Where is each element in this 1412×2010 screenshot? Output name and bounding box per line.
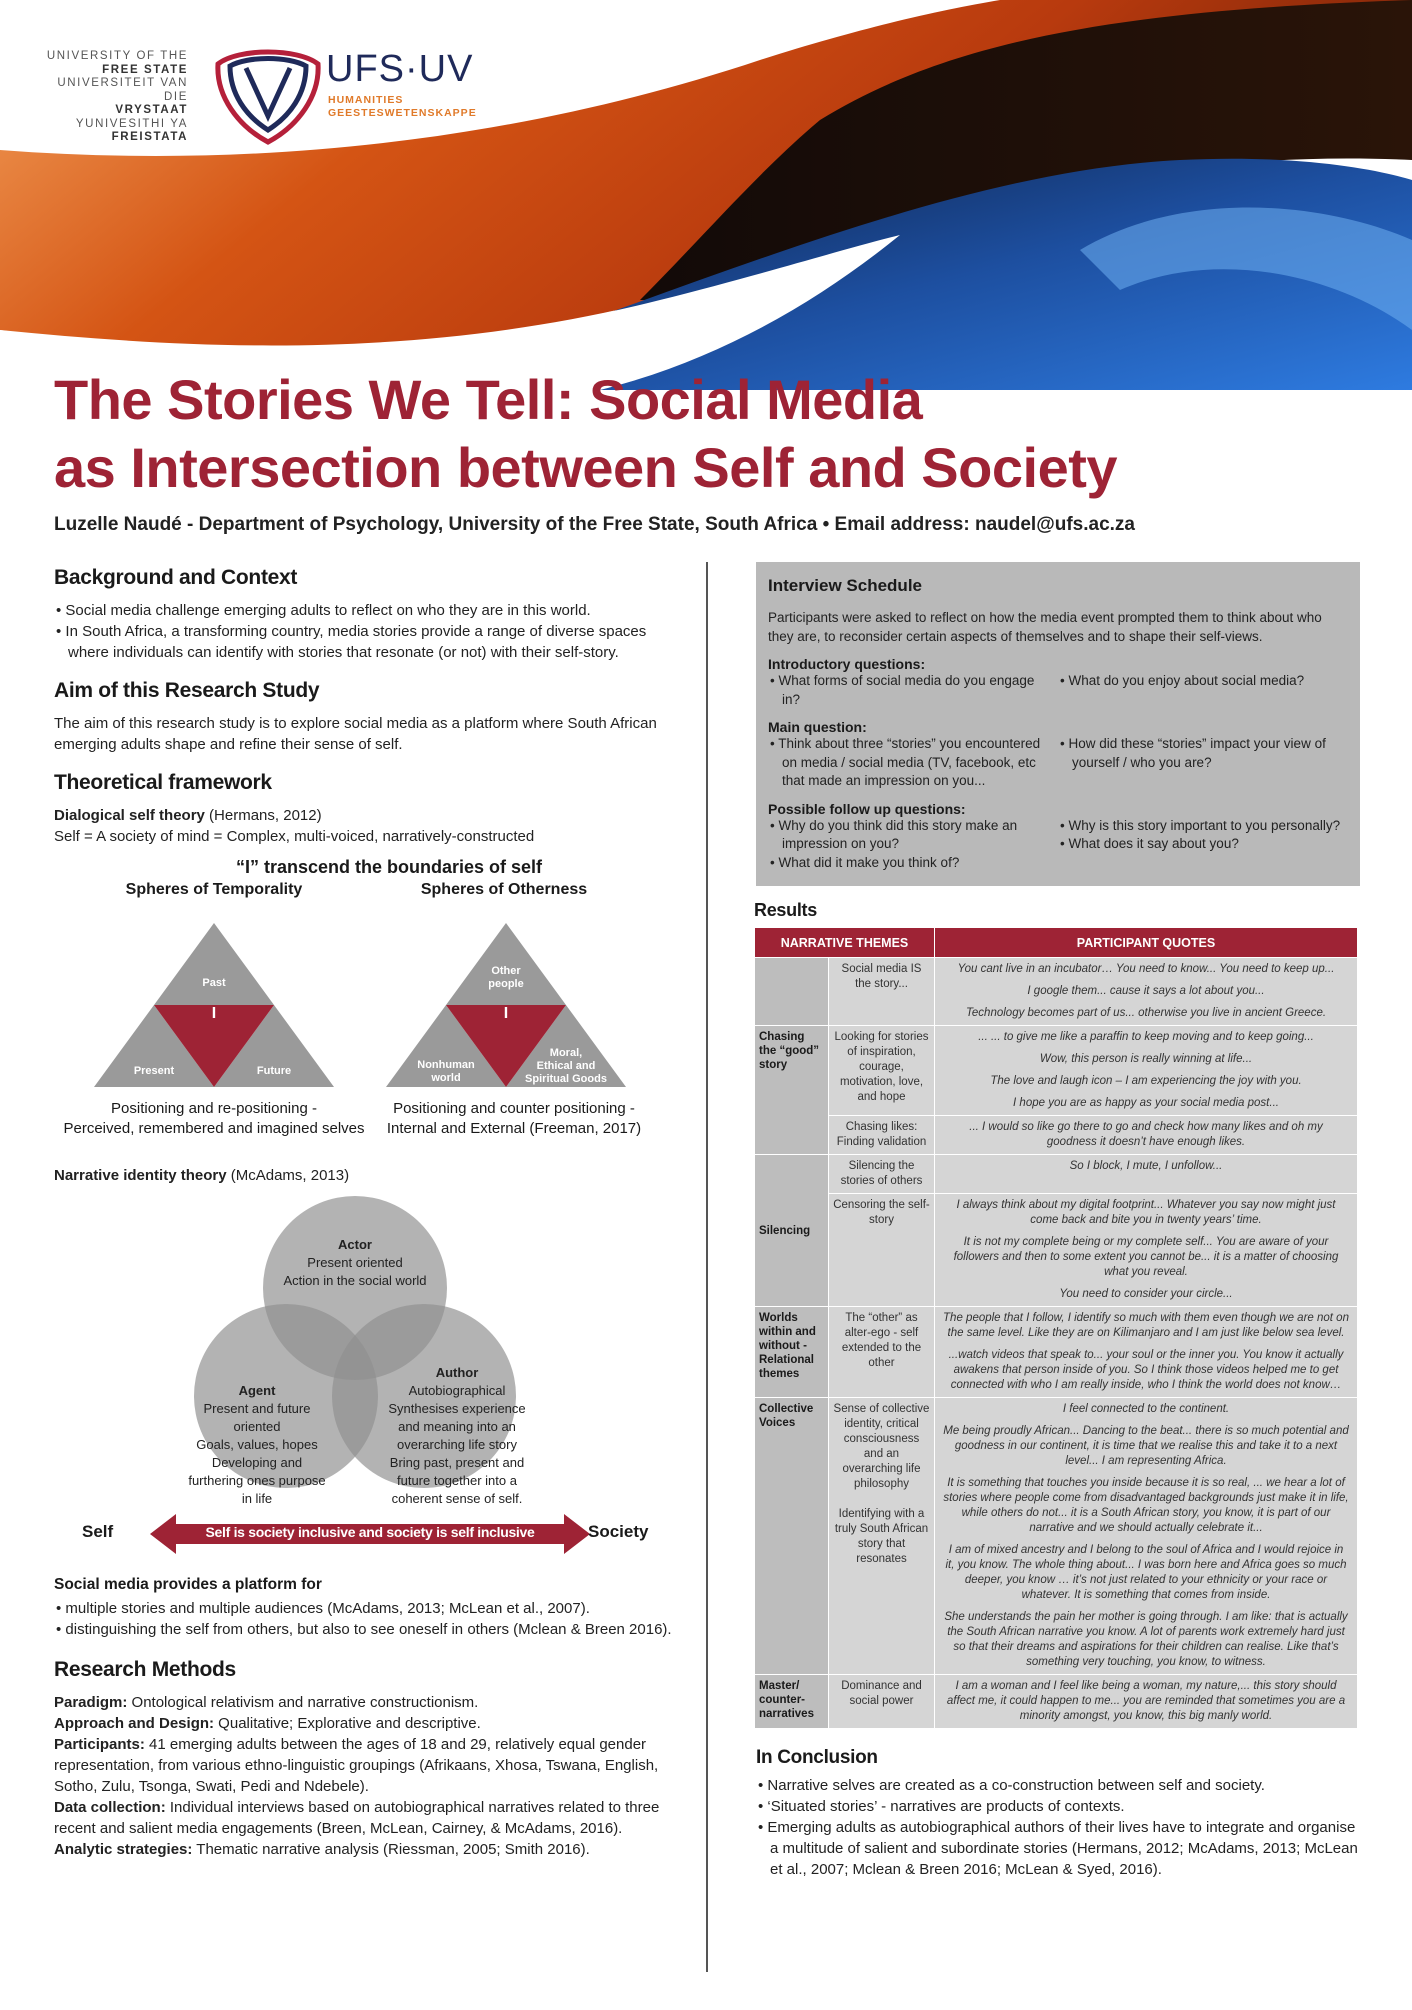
venn-line: Goals, values, hopes bbox=[196, 1437, 318, 1452]
ufs-wordmark: UFS·UV bbox=[326, 48, 474, 90]
society-label: Society bbox=[588, 1522, 649, 1541]
section-heading: In Conclusion bbox=[756, 1747, 878, 1768]
interview-schedule-box bbox=[756, 562, 1360, 886]
quote: You need to consider your circle... bbox=[1059, 1288, 1233, 1300]
header-banner bbox=[0, 0, 1412, 390]
quotes-cell bbox=[935, 1398, 1358, 1675]
table-row bbox=[755, 958, 1358, 1026]
otherness-caption bbox=[364, 1099, 664, 1139]
method-item bbox=[54, 1734, 684, 1797]
method-text: Qualitative; Explorative and descriptive. bbox=[214, 1715, 481, 1732]
method-text: Individual interviews based on autobiographical narratives related to three recent and salient media engagements (Breen, McLean, Cairney, & McAdams, 2016). bbox=[54, 1799, 660, 1837]
dialogical-definition: Self = A society of mind = Complex, multi-voiced, narratively-constructed bbox=[54, 828, 535, 845]
section-heading: Research Methods bbox=[54, 1658, 236, 1681]
theme-cell: Collective Voices bbox=[755, 1398, 829, 1675]
question-column bbox=[1058, 817, 1348, 873]
background-section bbox=[54, 566, 684, 663]
spheres-diagram bbox=[54, 857, 684, 1159]
quote: I am a woman and I feel like being a woman, my nature,... this story should affect me, it could happen to me... you are reminded that sometimes you are a minority amongst, you know, this big manly world. bbox=[946, 1680, 1346, 1722]
platform-heading: Social media provides a platform for bbox=[54, 1576, 322, 1593]
quotes-cell bbox=[935, 1307, 1358, 1398]
question-text: Think about three “stories” you encountered on media / social media (TV, facebook, etc that made an impression on you... bbox=[778, 736, 1041, 788]
temporality-caption bbox=[54, 1099, 374, 1139]
method-text: Ontological relativism and narrative constructionism. bbox=[127, 1694, 479, 1711]
venn-line: in life bbox=[241, 1491, 273, 1506]
subtheme-cell: Looking for stories of inspiration, courage, motivation, love, and hope bbox=[829, 1026, 935, 1116]
conclusion-section bbox=[756, 1747, 1360, 1880]
bullet-item: • Narrative selves are created as a co-construction between self and society. bbox=[758, 1777, 1265, 1794]
table-row bbox=[755, 1155, 1358, 1194]
narrative-cite: (McAdams, 2013) bbox=[226, 1167, 350, 1184]
aim-section bbox=[54, 679, 684, 755]
uni-line: FREE STATE bbox=[102, 63, 188, 76]
method-text: 41 emerging adults between the ages of 18 and 29, relatively equal gender representation, from various ethno-linguistic groupings (Afrikaans, Xhosa, Tswana, English, Sotho, Zulu, Tsonga, Swati, Pedi and Ndebele). bbox=[54, 1736, 659, 1795]
method-label: Data collection: bbox=[54, 1799, 166, 1816]
quotes-cell bbox=[935, 1675, 1358, 1729]
quote: You cant live in an incubator… You need to know... You need to keep up... bbox=[957, 963, 1335, 975]
theme-cell: Chasing the “good” story bbox=[755, 1026, 829, 1155]
bullet-item: • ‘Situated stories’ - narratives are products of contexts. bbox=[758, 1798, 1125, 1815]
poster-title bbox=[54, 366, 1304, 502]
i-label: I bbox=[211, 1005, 217, 1022]
quote: ...watch videos that speak to... your soul or the inner you. You know it actually awakens that person inside of you. So I think those videos helped me to get connected with who I am really inside, who I think the world does not know… bbox=[948, 1349, 1344, 1391]
quotes-cell bbox=[935, 1116, 1358, 1155]
quote: The love and laugh icon – I am experiencing the joy with you. bbox=[990, 1075, 1302, 1087]
venn-line: future together into a bbox=[397, 1473, 517, 1488]
question-item: • How did these “stories” impact your view of yourself / who you are? bbox=[1060, 736, 1326, 770]
dialogical-self-line bbox=[54, 805, 684, 826]
venn-line: Synthesises experience bbox=[388, 1401, 526, 1416]
venn-diagram bbox=[54, 1196, 684, 1508]
agent-title: Agent bbox=[238, 1383, 276, 1398]
author-text bbox=[382, 1364, 532, 1508]
results-section bbox=[754, 900, 1360, 1729]
subtheme-cell: Silencing the stories of others bbox=[829, 1155, 935, 1194]
present-label: Present bbox=[133, 1065, 175, 1077]
quote: I feel connected to the continent. bbox=[1062, 1403, 1230, 1415]
uni-line: VRYSTAAT bbox=[115, 104, 188, 116]
moral-goods-label bbox=[516, 1047, 616, 1086]
interview-intro: Participants were asked to reflect on how the media event prompted them to think about who they are, to reconsider certain aspects of themselves and to shape their self-views. bbox=[768, 610, 1322, 644]
section-heading: Aim of this Research Study bbox=[54, 679, 320, 702]
quote: Wow, this person is really winning at life... bbox=[1039, 1053, 1253, 1065]
author-line: Luzelle Naudé - Department of Psychology, University of the Free State, South Africa • Email address: naudel@ufs.ac.za bbox=[54, 514, 1135, 535]
question-text: Why do you think did this story make an impression on you? bbox=[778, 817, 1018, 851]
bullet-text: ‘Situated stories’ - narratives are products of contexts. bbox=[767, 1798, 1125, 1815]
question-item: • Why is this story important to you personally? bbox=[1060, 817, 1341, 833]
question-item: • Why do you think did this story make an impression on you? bbox=[770, 817, 1018, 851]
subtheme-cell: Chasing likes: Finding validation bbox=[829, 1116, 935, 1155]
method-label: Approach and Design: bbox=[54, 1715, 215, 1732]
uni-line: YUNIVESITHI YA bbox=[75, 117, 188, 130]
label-line: Moral, bbox=[549, 1047, 583, 1059]
university-names bbox=[40, 50, 188, 145]
caption-line: Internal and External (Freeman, 2017) bbox=[386, 1120, 642, 1137]
table-row bbox=[755, 1675, 1358, 1729]
table-row bbox=[755, 1398, 1358, 1675]
subtheme-cell: Sense of collective identity, critical consciousness and an overarching life philosophy Identifying with a truly South African story that resonates bbox=[829, 1398, 935, 1675]
caption-line: Perceived, remembered and imagined selves bbox=[63, 1120, 365, 1137]
dialogical-cite: (Hermans, 2012) bbox=[204, 807, 322, 824]
dialogical-title: Dialogical self theory bbox=[54, 807, 205, 824]
section-heading: Background and Context bbox=[54, 566, 298, 589]
faculty-name bbox=[328, 94, 477, 120]
question-row bbox=[768, 735, 1348, 791]
section-heading: Theoretical framework bbox=[54, 771, 272, 794]
theme-cell bbox=[755, 958, 829, 1026]
question-heading: Introductory questions: bbox=[768, 656, 926, 672]
question-text: What did it make you think of? bbox=[778, 854, 960, 870]
quote: It is not my complete being or my complete self... You are aware of your followers and then to some extent you cannot be... it is a matter of choosing what you reveal. bbox=[953, 1236, 1339, 1278]
ufs-logo bbox=[40, 46, 500, 146]
subtheme-cell: Social media IS the story... bbox=[829, 958, 935, 1026]
venn-line: Present oriented bbox=[307, 1255, 403, 1270]
quote: So I block, I mute, I unfollow... bbox=[1069, 1160, 1223, 1172]
venn-line: and meaning into an bbox=[398, 1419, 516, 1434]
quote: The people that I follow, I identify so much with them even though we are not on the same level. Like they are on Kilimanjaro and I am just like below sea level. bbox=[943, 1312, 1349, 1339]
question-text: What does it say about you? bbox=[1068, 836, 1239, 851]
uni-line: UNIVERSITEIT VAN DIE bbox=[57, 77, 188, 103]
question-text: What do you enjoy about social media? bbox=[1068, 673, 1305, 688]
label-line: Ethical and bbox=[536, 1060, 596, 1072]
self-society-arrow bbox=[54, 1512, 684, 1556]
themes-column-header: NARRATIVE THEMES bbox=[755, 928, 935, 958]
aim-text: The aim of this research study is to explore social media as a platform where South African emerging adults shape and refine their sense of self. bbox=[54, 715, 657, 753]
table-header-row bbox=[755, 928, 1358, 958]
bullet-text: Social media challenge emerging adults to reflect on who they are in this world. bbox=[65, 602, 591, 619]
quote: Technology becomes part of us... otherwise you live in ancient Greece. bbox=[965, 1007, 1327, 1019]
right-column bbox=[756, 562, 1360, 1880]
quote: I am of mixed ancestry and I belong to the soul of Africa and I would rejoice in it, you know. The whole thing about... I was born here and Africa goes so much deeper, you know … it’s not just related to your ethnicity or your race or whatever. It is something that comes from inside. bbox=[945, 1544, 1347, 1601]
venn-line: Bring past, present and bbox=[389, 1455, 525, 1470]
bullet-item: • Social media challenge emerging adults to reflect on who they are in this world. bbox=[56, 602, 591, 619]
table-row bbox=[755, 1194, 1358, 1307]
question-text: Why is this story important to you personally? bbox=[1068, 817, 1341, 833]
column-divider bbox=[706, 562, 708, 1972]
method-item bbox=[54, 1797, 684, 1839]
bullet-text: Emerging adults as autobiographical authors of their lives have to integrate and organise a multitude of salient and subordinate stories (Hermans, 2012; McAdams, 2013; McLean et al., 2007; Mclean & Breen 2016; McLean & Syed, 2016). bbox=[767, 1819, 1358, 1878]
method-label: Participants: bbox=[54, 1736, 145, 1753]
method-item bbox=[54, 1692, 684, 1713]
method-label: Analytic strategies: bbox=[54, 1841, 193, 1858]
bullet-text: distinguishing the self from others, but also to see oneself in others (Mclean & Breen 2016). bbox=[65, 1621, 672, 1638]
quote: ... I would so like go there to go and check how many likes and oh my goodness it doesn’t have enough likes. bbox=[969, 1121, 1323, 1148]
quote: I always think about my digital footprint... Whatever you say now might just come back and bite you in twenty years’ time. bbox=[956, 1199, 1336, 1226]
title-line-2: as Intersection between Self and Society bbox=[54, 436, 1118, 499]
bullet-text: Narrative selves are created as a co-construction between self and society. bbox=[767, 1777, 1265, 1794]
quotes-column-header: PARTICIPANT QUOTES bbox=[935, 928, 1358, 958]
question-column bbox=[768, 817, 1058, 873]
question-item: • What forms of social media do you engage in? bbox=[770, 673, 1035, 707]
question-item: • What did it make you think of? bbox=[770, 854, 960, 870]
temporality-title: Spheres of Temporality bbox=[125, 881, 303, 898]
venn-line: Action in the social world bbox=[283, 1273, 427, 1288]
actor-text bbox=[275, 1236, 435, 1290]
subtheme-cell: Dominance and social power bbox=[829, 1675, 935, 1729]
bullet-text: In South Africa, a transforming country, media stories provide a range of diverse spaces where individuals can identify with stories that resonate (or not) with their self-story. bbox=[65, 623, 647, 661]
quotes-cell bbox=[935, 1155, 1358, 1194]
table-row bbox=[755, 1307, 1358, 1398]
bullet-item: • distinguishing the self from others, but also to see oneself in others (Mclean & Breen 2016). bbox=[56, 1621, 672, 1638]
i-label: I bbox=[503, 1005, 509, 1022]
bullet-item: • multiple stories and multiple audiences (McAdams, 2013; McLean et al., 2007). bbox=[56, 1600, 590, 1617]
bullet-item: • In South Africa, a transforming country, media stories provide a range of diverse spaces where individuals can identify with stories that resonate (or not) with their self-story. bbox=[56, 623, 647, 661]
platform-section bbox=[54, 1576, 684, 1640]
question-text: What forms of social media do you engage in? bbox=[778, 673, 1035, 707]
subtheme-cell: The “other” as alter-ego - self extended to the other bbox=[829, 1307, 935, 1398]
quotes-cell bbox=[935, 1026, 1358, 1116]
quote: Me being proudly African... Dancing to the beat... there is so much potential and goodness in our continent, it is time that we realise this and take it to a next level... I am representing Africa. bbox=[943, 1425, 1349, 1467]
venn-line: Developing and bbox=[211, 1455, 303, 1470]
narrative-identity-line bbox=[54, 1165, 684, 1186]
section-heading: Results bbox=[754, 900, 817, 920]
faculty-line: HUMANITIES bbox=[328, 94, 404, 106]
quote: She understands the pain her mother is going through. I am like: that is actually the South African narrative you know. A lot of parents work extremely hard just so that their dreams and aspirations for their children can realise. Like that’s something very touching, you know, to witness. bbox=[944, 1611, 1348, 1668]
past-label: Past bbox=[202, 977, 226, 989]
nonhuman-label bbox=[406, 1059, 486, 1085]
other-people-label bbox=[471, 965, 541, 991]
question-heading: Possible follow up questions: bbox=[768, 800, 966, 817]
self-label: Self bbox=[82, 1522, 114, 1541]
otherness-title: Spheres of Otherness bbox=[420, 881, 588, 898]
table-row bbox=[755, 1116, 1358, 1155]
results-table bbox=[754, 927, 1358, 1729]
venn-line: overarching life story bbox=[397, 1437, 517, 1452]
label-line: world bbox=[431, 1072, 461, 1084]
question-item: • What does it say about you? bbox=[1060, 836, 1239, 851]
question-text: How did these “stories” impact your view of yourself / who you are? bbox=[1068, 736, 1326, 770]
venn-line: coherent sense of self. bbox=[391, 1491, 523, 1506]
faculty-line: GEESTESWETENSKAPPE bbox=[328, 107, 477, 119]
question-row bbox=[768, 817, 1348, 873]
venn-line: Autobiographical bbox=[408, 1383, 506, 1398]
quote: ... ... to give me like a paraffin to keep moving and to keep going... bbox=[978, 1031, 1314, 1043]
agent-text bbox=[182, 1382, 332, 1508]
theme-cell: Master/ counter-narratives bbox=[755, 1675, 829, 1729]
methods-section bbox=[54, 1658, 684, 1860]
method-text: Thematic narrative analysis (Riessman, 2005; Smith 2016). bbox=[192, 1841, 590, 1858]
transcend-heading: “I” transcend the boundaries of self bbox=[235, 857, 543, 877]
quote: I google them... cause it says a lot about you... bbox=[1027, 985, 1265, 997]
quotes-cell bbox=[935, 958, 1358, 1026]
quotes-cell bbox=[935, 1194, 1358, 1307]
method-label: Paradigm: bbox=[54, 1694, 128, 1711]
theme-cell: Worlds within and without - Relational themes bbox=[755, 1307, 829, 1398]
theory-section bbox=[54, 771, 684, 1556]
bullet-text: multiple stories and multiple audiences (McAdams, 2013; McLean et al., 2007). bbox=[65, 1600, 590, 1617]
question-item: • Think about three “stories” you encountered on media / social media (TV, facebook, etc that made an impression on you... bbox=[770, 736, 1041, 788]
subtheme-cell: Censoring the self-story bbox=[829, 1194, 935, 1307]
left-column bbox=[54, 562, 684, 1860]
uni-line: UNIVERSITY OF THE bbox=[46, 50, 188, 62]
caption-line: Positioning and re-positioning - bbox=[111, 1100, 317, 1117]
actor-title: Actor bbox=[338, 1237, 372, 1252]
label-line: Spiritual Goods bbox=[525, 1073, 607, 1085]
quote: I hope you are as happy as your social media post... bbox=[1013, 1097, 1279, 1109]
venn-line: Present and future bbox=[203, 1401, 311, 1416]
uni-line: FREISTATA bbox=[111, 131, 188, 143]
interview-heading: Interview Schedule bbox=[768, 576, 922, 595]
theme-cell: Silencing bbox=[755, 1155, 829, 1307]
label-line: Other bbox=[491, 965, 521, 977]
label-line: people bbox=[488, 978, 524, 990]
question-row bbox=[768, 672, 1348, 709]
arrow-label: Self is society inclusive and society is self inclusive bbox=[205, 1524, 535, 1540]
narrative-title: Narrative identity theory bbox=[54, 1167, 227, 1184]
bullet-item: • Emerging adults as autobiographical authors of their lives have to integrate and organise a multitude of salient and subordinate stories (Hermans, 2012; McAdams, 2013; McLean et al., 2007; Mclean & Breen 2016; McLean & Syed, 2016). bbox=[758, 1819, 1358, 1878]
caption-line: Positioning and counter positioning - bbox=[393, 1100, 635, 1117]
venn-line: oriented bbox=[233, 1419, 281, 1434]
future-label: Future bbox=[256, 1065, 292, 1077]
table-row bbox=[755, 1026, 1358, 1116]
venn-line: furthering ones purpose bbox=[188, 1473, 326, 1488]
question-item: • What do you enjoy about social media? bbox=[1060, 673, 1305, 688]
title-line-1: The Stories We Tell: Social Media bbox=[54, 368, 923, 431]
method-item bbox=[54, 1713, 684, 1734]
quote: It is something that touches you inside because it is so real, ... we hear a lot of stories where people come from disadvantaged backgrounds just make it in life, while others do not... it is a South African story, you know, it is part of our narrative and we should actually celebrate it... bbox=[943, 1477, 1349, 1534]
label-line: Nonhuman bbox=[417, 1059, 475, 1071]
author-title: Author bbox=[435, 1365, 479, 1380]
method-item bbox=[54, 1839, 684, 1860]
question-heading: Main question: bbox=[768, 719, 867, 735]
ufs-shield-icon bbox=[208, 46, 328, 146]
